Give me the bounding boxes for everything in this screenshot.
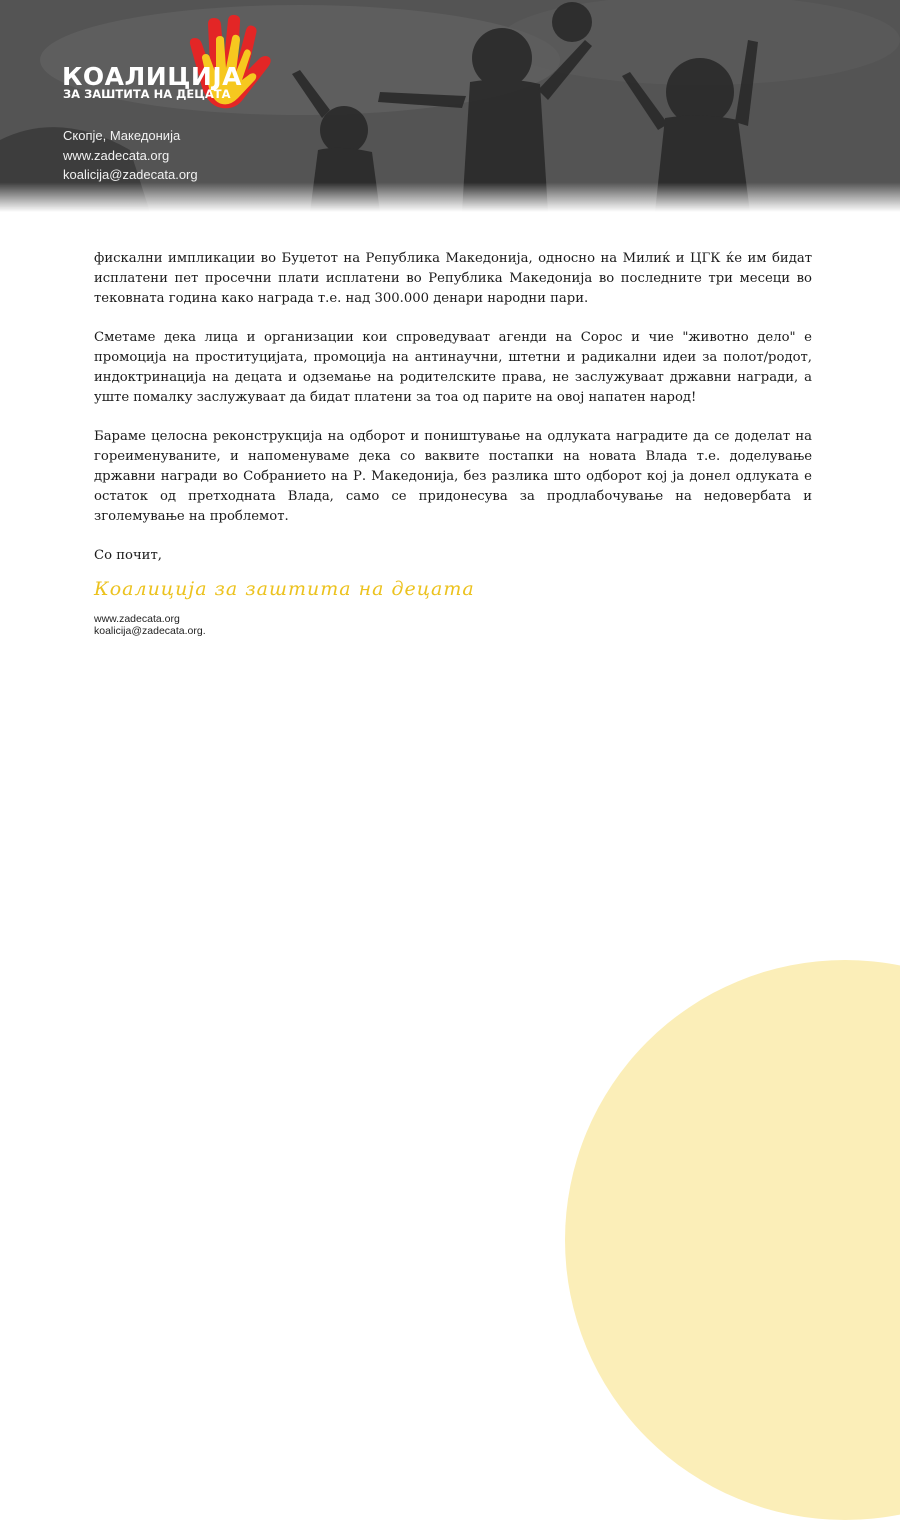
closing-salutation: Со почит,	[94, 548, 162, 563]
decorative-circle	[565, 960, 900, 1520]
letterhead-banner	[0, 0, 900, 212]
paragraph-2: Сметаме дека лица и организации кои спроведуваат агенди на Сорос и чие "животно дело" е промоција на проституцијата, промоција на антинаучни, штетни и радикални идеи за полот/родот, индоктринација на децата и одземање на родителските права, не заслужуваат државни награди, а уште помалку заслужуваат да бидат платени за тоа од парите на овој напатен народ!	[94, 330, 812, 405]
signature-name: Коалиција за заштита на децата	[94, 578, 475, 600]
logo-subtitle: ЗА ЗАШТИТА НА ДЕЦАТА	[63, 87, 231, 101]
logo-title: КОАЛИЦИЈА	[62, 62, 242, 91]
header-website-link[interactable]: www.zadecata.org	[63, 148, 170, 163]
header-location: Скопје, Македонија	[63, 128, 181, 143]
signature-email-link[interactable]: koalicija@zadecata.org.	[94, 625, 206, 637]
paragraph-1: фискални импликации во Буџетот на Република Македонија, односно на Милиќ и ЦГК ќе им бидат исплатени пет просечни плати исплатени во Република Македонија во последните три месеци во тековната година како награда т.е. над 300.000 денари народни пари.	[94, 251, 812, 306]
letter-body	[94, 249, 812, 566]
paragraph-3: Бараме целосна реконструкција на одборот и поништување на одлуката наградите да се доделат на гореименуваните, и напоменуваме дека со ваквите постапки на новата Влада т.е. доделување државни награди во Собранието на Р. Македонија, без разлика што одборот кој ја донел одлуката е остаток од претходната Влада, само се придонесува за продлабочување на недовербата и зголемување на проблемот.	[94, 429, 812, 524]
header-email-link[interactable]: koalicija@zadecata.org	[63, 167, 198, 182]
signature-website-link[interactable]: www.zadecata.org	[94, 613, 180, 625]
